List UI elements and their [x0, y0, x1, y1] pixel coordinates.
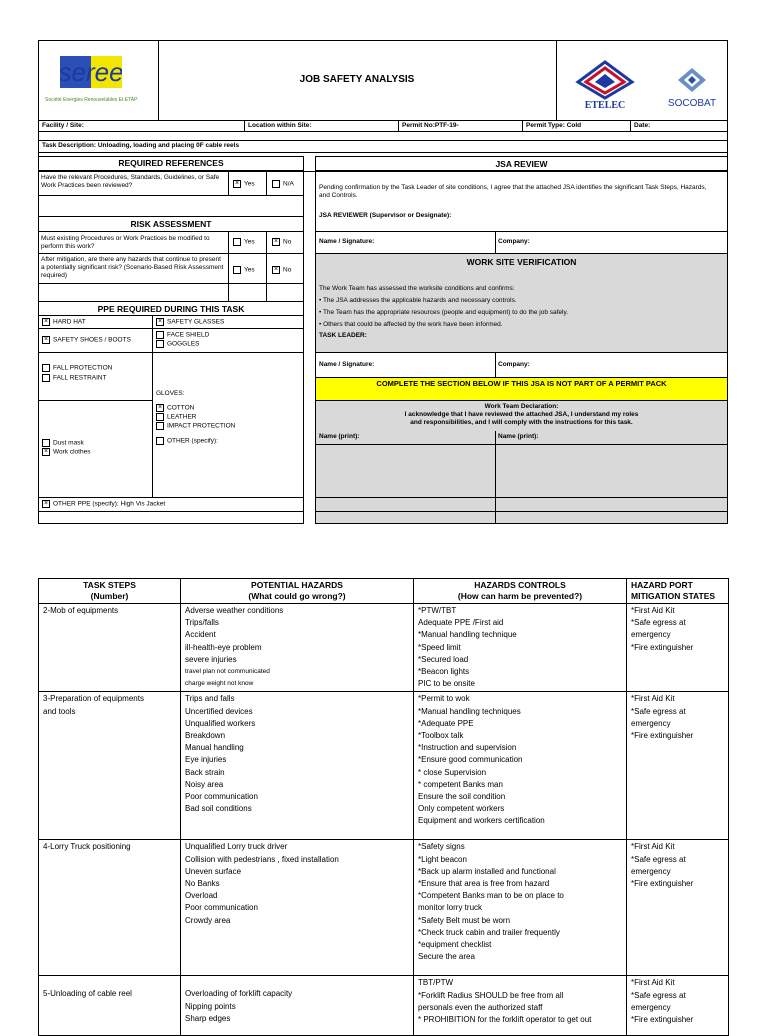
risk-question-1: Must existing Procedures or Work Practices be modified to perform this work?	[41, 235, 210, 250]
leader-company[interactable]: Company:	[498, 361, 530, 368]
header-hazard-controls: HAZARDS CONTROLS (How can harm be prevented?)	[414, 579, 627, 604]
controls-line: personals even the authorized staff	[418, 1002, 543, 1012]
cell-controls	[414, 692, 627, 840]
work-site-title: WORK SITE VERIFICATION	[466, 257, 577, 267]
cell-step	[39, 692, 181, 840]
task-leader-label: TASK LEADER:	[319, 332, 367, 339]
hazards-line: Overloading of forklift capacity	[185, 989, 293, 999]
task-description: Task Description: Unloading, loading and placing 0F cable reels	[42, 142, 240, 149]
jsa-review-title: JSA REVIEW	[495, 159, 548, 169]
controls-line: *Permit to wok	[418, 694, 470, 704]
table-row	[39, 692, 729, 840]
mitigation-line: *Fire extinguisher	[631, 731, 694, 741]
hazards-line: Accident	[185, 630, 216, 640]
seree-logo	[60, 56, 122, 88]
hazards-line: Bad soil conditions	[185, 804, 252, 814]
mitigation-line: *Safe egress at	[631, 854, 686, 864]
declaration-name-2[interactable]: Name (print):	[498, 433, 539, 440]
controls-line: Ensure the soil condition	[418, 792, 506, 802]
controls-line: *Manual handling techniques	[418, 706, 521, 716]
cell-controls	[414, 976, 627, 1036]
mitigation-line: *Safe egress at	[631, 990, 686, 1000]
declaration-name-1[interactable]: Name (print):	[319, 433, 360, 440]
declaration-line-2: and responsibilities, and I will comply with the instructions for this task.	[410, 419, 633, 426]
ppe-fall-restraint[interactable]: FALL RESTRAINT	[42, 374, 107, 383]
jsa-review-text: Pending confirmation by the Task Leader of site conditions, I agree that the attached JSA identifies the significant Task Steps, Hazards, and Controls.	[319, 184, 707, 199]
leader-name-signature[interactable]: Name / Signature:	[319, 361, 375, 368]
table-header-row	[39, 579, 729, 604]
step-line: 3-Preparation of equipments	[43, 694, 144, 704]
hazards-line: Eye injuries	[185, 755, 227, 765]
etelec-logo	[570, 60, 640, 110]
controls-line: *equipment checklist	[418, 940, 492, 950]
svg-text:ETELEC: ETELEC	[584, 100, 626, 110]
mitigation-line: emergency	[631, 630, 671, 640]
ppe-dust-mask[interactable]: Dust mask	[42, 439, 84, 448]
controls-line: Equipment and workers certification	[418, 816, 545, 826]
hazards-line: Breakdown	[185, 731, 226, 741]
controls-line: Only competent workers	[418, 804, 505, 814]
declaration-title: Work Team Declaration:	[484, 403, 559, 410]
ppe-cotton[interactable]: ×COTTON	[156, 404, 194, 413]
risk-q2-no-option[interactable]: × No	[272, 266, 291, 275]
hazards-line: charge weight not know	[185, 680, 254, 688]
work-site-intro: The Work Team has assessed the worksite conditions and confirms:	[319, 285, 515, 292]
controls-line: Secure the area	[418, 952, 475, 962]
header-mitigation: HAZARD PORT MITIGATION STATES	[627, 579, 729, 604]
logo-tagline: Société Energies Renouvelables Et ETAP	[45, 97, 138, 103]
step-line: and tools	[43, 706, 76, 716]
ppe-work-clothes[interactable]: ×Work clothes	[42, 448, 90, 457]
hazards-line: Poor communication	[185, 903, 258, 913]
ppe-other[interactable]: OTHER (specify):	[156, 437, 218, 446]
risk-q2-yes-option[interactable]: Yes	[233, 266, 255, 275]
hazards-line: Noisy area	[185, 779, 224, 789]
references-question: Have the relevant Procedures, Standards, Guidelines, or Safe Work Practices been reviewed?	[41, 174, 220, 189]
hazards-line: Back strain	[185, 767, 225, 777]
ppe-goggles[interactable]: GOGGLES	[156, 340, 200, 349]
risk-q1-yes-option[interactable]: Yes	[233, 238, 255, 247]
cell-controls	[414, 604, 627, 692]
mitigation-line: emergency	[631, 866, 671, 876]
table-row	[39, 840, 729, 976]
mitigation-line: *First Aid Kit	[631, 606, 675, 615]
cell-controls	[414, 840, 627, 976]
table-row	[39, 604, 729, 692]
permit-notice-text: COMPLETE THE SECTION BELOW IF THIS JSA IS NOT PART OF A PERMIT PACK	[376, 379, 667, 388]
cell-hazards	[181, 840, 414, 976]
step-line: 2-Mob of equipments	[43, 606, 119, 615]
cell-mitigation	[627, 840, 729, 976]
hazards-line: No Banks	[185, 879, 220, 889]
ppe-safety-glasses[interactable]: × SAFETY GLASSES	[156, 318, 224, 327]
socobat-logo	[660, 66, 724, 110]
controls-line: *Speed limit	[418, 642, 461, 652]
work-site-bullet-2: • The Team has the appropriate resources (people and equipment) to do the job safely.	[319, 309, 569, 316]
svg-text:seree: seree	[60, 57, 122, 87]
controls-line: *Beacon lights	[418, 667, 470, 677]
mitigation-line: emergency	[631, 1002, 671, 1012]
hazards-line: Poor communication	[185, 792, 258, 802]
risk-question-2: After mitigation, are there any hazards that continue to present a potentially significant risk? (Scenario-Based Risk Assessment required)	[41, 256, 224, 279]
ppe-hard-hat[interactable]: ×HARD HAT	[42, 318, 86, 327]
hazards-line: ill-health-eye problem	[185, 642, 262, 652]
mitigation-line: *Safe egress at	[631, 618, 686, 628]
work-site-bullet-1: • The JSA addresses the applicable hazards and necessary controls.	[319, 297, 517, 304]
step-line: 5-Unloading of cable reel	[43, 989, 132, 999]
controls-line: *Safety signs	[418, 842, 465, 852]
ppe-gloves-label: GLOVES:	[156, 390, 185, 397]
controls-line: *Forklift Radius SHOULD be free from all	[418, 990, 564, 1000]
cell-hazards	[181, 604, 414, 692]
cell-step	[39, 976, 181, 1036]
hazards-line: Adverse weather conditions	[185, 606, 284, 615]
header-task-steps: TASK STEPS (Number)	[39, 579, 181, 604]
date-label: Date:	[634, 122, 651, 129]
hazards-line: Uncertified devices	[185, 706, 253, 716]
controls-line: *Safety Belt must be worn	[418, 915, 511, 925]
controls-line: *Ensure good communication	[418, 755, 523, 765]
svg-text:SOCOBAT: SOCOBAT	[667, 98, 717, 109]
reviewer-company[interactable]: Company:	[498, 238, 530, 245]
controls-line: *Check truck cabin and trailer frequently	[418, 927, 560, 937]
ppe-face-shield[interactable]: FACE SHIELD	[156, 331, 209, 340]
hazards-line: Uneven surface	[185, 866, 242, 876]
cell-hazards	[181, 976, 414, 1036]
mitigation-line: *Fire extinguisher	[631, 1015, 694, 1025]
controls-line: Adequate PPE /First aid	[418, 618, 504, 628]
ppe-other-ppe[interactable]: ×OTHER PPE (specify): High Vis Jacket	[42, 500, 165, 509]
references-yes-option[interactable]: × Yes	[233, 180, 255, 189]
facility-label: Facility / Site:	[42, 122, 84, 129]
controls-line: *Light beacon	[418, 854, 467, 864]
ppe-leather[interactable]: LEATHER	[156, 413, 197, 422]
hazards-line: Unqualified workers	[185, 718, 256, 728]
controls-line: *Instruction and supervision	[418, 743, 517, 753]
hazards-line: travel plan not communicated	[185, 668, 270, 676]
mitigation-line: *First Aid Kit	[631, 694, 675, 704]
step-line: 4-Lorry Truck positioning	[43, 842, 131, 852]
controls-line: *Ensure that area is free from hazard	[418, 879, 550, 889]
location-label: Location within Site:	[248, 122, 312, 129]
cell-mitigation	[627, 604, 729, 692]
permit-no-label: Permit No:PTF-19-	[402, 122, 459, 129]
controls-line: TBT/PTW	[418, 978, 454, 988]
hazards-line: Collision with pedestrians , fixed installation	[185, 854, 339, 864]
hazards-line: Overload	[185, 891, 218, 901]
table-row	[39, 976, 729, 1036]
hazards-line: Nipping points	[185, 1001, 236, 1011]
controls-line: *Adequate PPE	[418, 718, 474, 728]
cell-hazards	[181, 692, 414, 840]
work-site-bullet-3: • Others that could be affected by the work have been informed.	[319, 321, 503, 328]
controls-line: *Secured load	[418, 654, 469, 664]
controls-line: *Competent Banks man to be on place to	[418, 891, 564, 901]
hazards-line: Sharp edges	[185, 1013, 231, 1023]
mitigation-line: *First Aid Kit	[631, 978, 675, 988]
ppe-impact[interactable]: IMPACT PROTECTION	[156, 422, 235, 431]
hazards-line: Trips and falls	[185, 694, 235, 704]
cell-step	[39, 604, 181, 692]
controls-line: *Manual handling technique	[418, 630, 517, 640]
hazards-line: Unqualified Lorry truck driver	[185, 842, 288, 852]
hazards-line: severe injuries	[185, 654, 237, 664]
controls-line: *PTW/TBT	[418, 606, 457, 615]
references-na-option[interactable]: N/A	[272, 180, 294, 189]
hazards-line: Manual handling	[185, 743, 244, 753]
controls-line: PIC to be onsite	[418, 679, 475, 689]
mitigation-line: *Safe egress at	[631, 706, 686, 716]
hazards-line: Trips/falls	[185, 618, 219, 628]
controls-line: * PROHIBITION for the forklift operator to get out	[418, 1015, 592, 1025]
mitigation-line: *Fire extinguisher	[631, 879, 694, 889]
header-potential-hazards: POTENTIAL HAZARDS (What could go wrong?)	[181, 579, 414, 604]
cell-mitigation	[627, 692, 729, 840]
controls-line: monitor lorry truck	[418, 903, 483, 913]
task-steps-table	[38, 578, 729, 1036]
risk-q1-no-option[interactable]: × No	[272, 238, 291, 247]
mitigation-line: *First Aid Kit	[631, 842, 675, 852]
risk-assessment-title: RISK ASSESSMENT	[130, 219, 212, 229]
jsa-reviewer-label: JSA REVIEWER (Supervisor or Designate):	[319, 212, 452, 219]
controls-line: *Back up alarm installed and functional	[418, 866, 556, 876]
ppe-fall-protection[interactable]: FALL PROTECTION	[42, 364, 112, 373]
cell-mitigation	[627, 976, 729, 1036]
cell-step	[39, 840, 181, 976]
declaration-line-1: I acknowledge that I have reviewed the attached JSA, I understand my roles	[404, 411, 639, 418]
ppe-safety-shoes[interactable]: ×SAFETY SHOES / BOOTS	[42, 336, 131, 345]
page-title: JOB SAFETY ANALYSIS	[299, 74, 415, 85]
permit-type-label: Permit Type: Cold	[526, 122, 582, 129]
hazards-line: Crowdy area	[185, 915, 231, 925]
mitigation-line: *Fire extinguisher	[631, 642, 694, 652]
controls-line: *Toolbox talk	[418, 731, 464, 741]
mitigation-line: emergency	[631, 718, 671, 728]
required-references-title: REQUIRED REFERENCES	[118, 158, 224, 168]
controls-line: * close Supervision	[418, 767, 487, 777]
ppe-title: PPE REQUIRED DURING THIS TASK	[97, 304, 245, 314]
reviewer-name-signature[interactable]: Name / Signature:	[319, 238, 375, 245]
controls-line: * competent Banks man	[418, 779, 503, 789]
